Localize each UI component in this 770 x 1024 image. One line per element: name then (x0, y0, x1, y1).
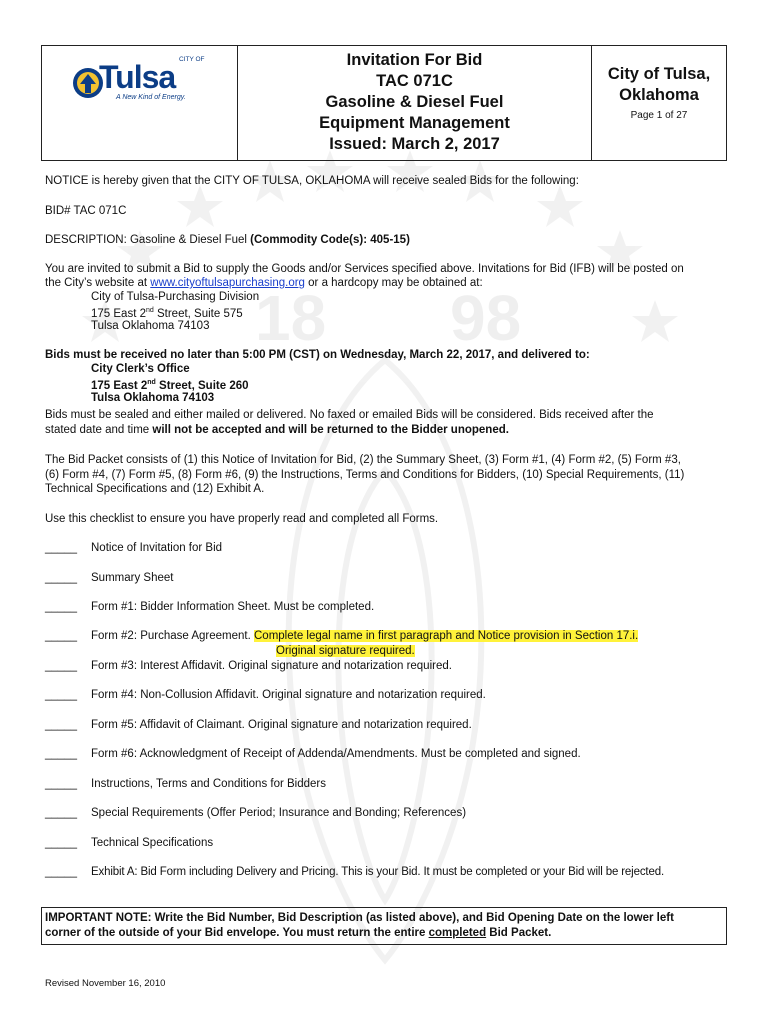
purchasing-website-link[interactable]: www.cityoftulsapurchasing.org (150, 277, 305, 289)
city-cell (592, 46, 726, 160)
checklist-item[interactable]: _____ Technical Specifications (45, 837, 214, 849)
checklist-item[interactable]: _____ Notice of Invitation for Bid (45, 542, 223, 554)
page-number: Page 1 of 27 (630, 110, 688, 121)
watermark-year-left: 18 (255, 282, 327, 354)
checklist-item[interactable]: _____ Form #1: Bidder Information Sheet. Must be completed. (45, 601, 375, 613)
title-line: Gasoline & Diesel Fuel (325, 93, 504, 111)
logo-cell (42, 46, 238, 160)
state-name: Oklahoma (619, 86, 699, 104)
checklist-item[interactable]: _____ Instructions, Terms and Conditions for Bidders (45, 778, 327, 790)
packet-line: The Bid Packet consists of (1) this Notice of Invitation for Bid, (2) the Summary Sheet, (3) Form #1, (4) Form #2, (5) Form #3, (45, 454, 681, 466)
form2-highlight: Complete legal name in first paragraph and Notice provision in Section 17.i. (254, 630, 639, 642)
important-line-1: IMPORTANT NOTE: Write the Bid Number, Bid Description (as listed above), and Bid Opening Date on the lower left (45, 912, 674, 924)
notice-text: NOTICE is hereby given that the CITY OF TULSA, OKLAHOMA will receive sealed Bids for the following: (45, 175, 579, 187)
clerk-city: Tulsa Oklahoma 74103 (91, 392, 215, 404)
checklist-item[interactable]: _____ Form #6: Acknowledgment of Receipt of Addenda/Amendments. Must be completed and signed. (45, 748, 581, 760)
city-name: City of Tulsa, (607, 65, 711, 83)
packet-line: Technical Specifications and (12) Exhibit A. (45, 483, 265, 495)
form2-highlight-2: Original signature required. (276, 645, 415, 657)
watermark-year-right: 98 (450, 282, 522, 354)
commodity-code: (Commodity Code(s): 405-15) (250, 234, 410, 246)
clerk-office: City Clerk’s Office (91, 363, 190, 375)
header-table (41, 45, 727, 161)
title-line: Equipment Management (319, 114, 510, 132)
logo-wordmark: Tulsa (99, 59, 176, 95)
description: DESCRIPTION: Gasoline & Diesel Fuel (Commodity Code(s): 405-15) (45, 234, 410, 246)
sealed-line-1: Bids must be sealed and either mailed or delivered. No faxed or emailed Bids will be considered. Bids received after the (45, 409, 654, 421)
packet-line: (6) Form #4, (7) Form #5, (8) Form #6, (9) the Instructions, Terms and Conditions for Bidders, (10) Special Requirements, (11) (45, 469, 685, 481)
checklist-item[interactable]: _____ Form #3: Interest Affidavit. Original signature and notarization required. (45, 660, 452, 672)
title-line: Issued: March 2, 2017 (329, 135, 500, 153)
logo-city-of: CITY OF (179, 56, 205, 63)
logo-tagline: A New Kind of Energy. (116, 94, 186, 101)
clerk-address: 175 East 2nd Street, Suite 260 (91, 379, 249, 392)
bid-number: BID# TAC 071C (45, 205, 127, 217)
title-line: Invitation For Bid (346, 51, 483, 69)
important-note (41, 907, 727, 945)
purchasing-address-1: City of Tulsa-Purchasing Division (91, 291, 260, 303)
purchasing-address-2: 175 East 2nd Street, Suite 575 (91, 307, 243, 320)
checklist-item[interactable]: _____ Form #5: Affidavit of Claimant. Original signature and notarization required. (45, 719, 472, 731)
important-line-2: corner of the outside of your Bid envelope. You must return the entire completed Bid Packet. (45, 927, 552, 939)
checklist-item[interactable]: _____ Exhibit A: Bid Form including Delivery and Pricing. This is your Bid. It must be completed or your Bid will be rejected. (45, 866, 665, 878)
invite-line-2: the City’s website at www.cityoftulsapurchasing.org or a hardcopy may be obtained at: (45, 277, 483, 289)
revision-date: Revised November 16, 2010 (45, 978, 166, 989)
sealed-line-2: stated date and time will not be accepted and will be returned to the Bidder unopened. (45, 424, 509, 436)
purchasing-address-3: Tulsa Oklahoma 74103 (91, 320, 210, 332)
title-cell (238, 46, 592, 160)
checklist-item[interactable]: _____ Form #2: Purchase Agreement. Complete legal name in first paragraph and Notice provision in Section 17.i. (45, 630, 639, 642)
deadline-line: Bids must be received no later than 5:00 PM (CST) on Wednesday, March 22, 2017, and delivered to: (45, 349, 590, 361)
checklist-item[interactable]: _____ Summary Sheet (45, 572, 174, 584)
checklist-intro: Use this checklist to ensure you have properly read and completed all Forms. (45, 513, 439, 525)
invite-line-1: You are invited to submit a Bid to supply the Goods and/or Services specified above. Invitations for Bid (IFB) will be posted on (45, 263, 684, 275)
title-line: TAC 071C (376, 72, 453, 90)
checklist-item[interactable]: _____ Form #4: Non-Collusion Affidavit. Original signature and notarization required. (45, 689, 486, 701)
checklist-item[interactable]: _____ Special Requirements (Offer Period; Insurance and Bonding; References) (45, 807, 467, 819)
